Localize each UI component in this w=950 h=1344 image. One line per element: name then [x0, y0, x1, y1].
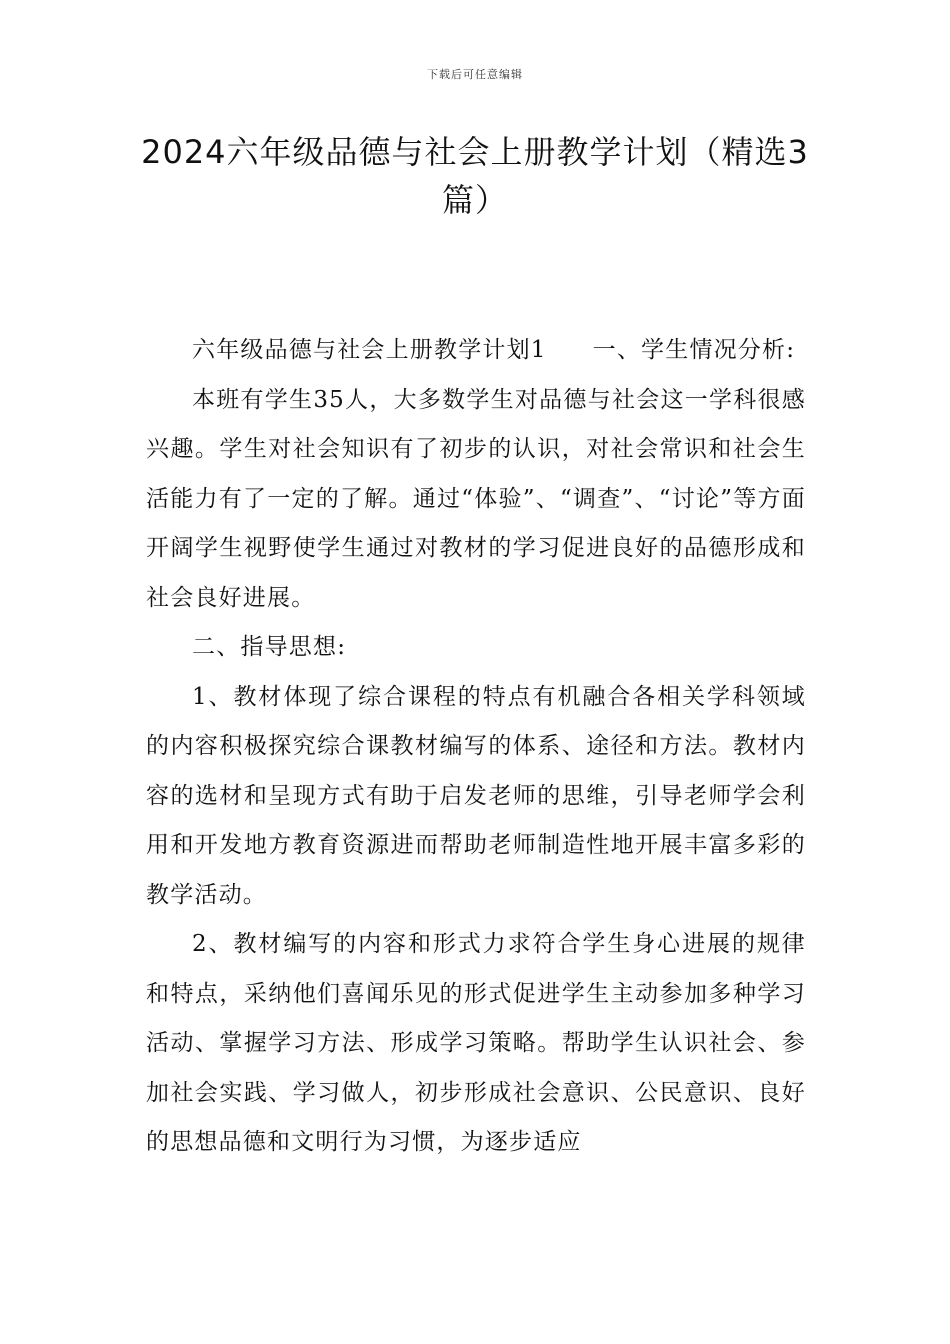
document-body — [146, 326, 806, 1168]
header-note: 下载后可任意编辑 — [427, 68, 523, 81]
paragraph-point-1: 1、教材体现了综合课程的特点有机融合各相关学科领域的内容积极探究综合课教材编写的体系、途径和方法。教材内容的选材和呈现方式有助于启发老师的思维，引导老师学会利用和开发地方教育资源进而帮助老师制造性地开展丰富多彩的教学活动。 — [146, 683, 806, 908]
heading-student-analysis: 一、学生情况分析: — [592, 337, 796, 363]
section-heading: 六年级品德与社会上册教学计划1 — [192, 337, 547, 363]
paragraph-point-2: 2、教材编写的内容和形式力求符合学生身心进展的规律和特点，采纳他们喜闻乐见的形式促进学生主动参加多种学习活动、掌握学习方法、形成学习策略。帮助学生认识社会、参加社会实践、学习做人，初步形成社会意识、公民意识、良好的思想品德和文明行为习惯，为逐步适应 — [146, 931, 806, 1155]
paragraph-intro — [146, 326, 806, 376]
paragraph-class-overview: 本班有学生35人，大多数学生对品德与社会这一学科很感兴趣。学生对社会知识有了初步的认识，对社会常识和社会生活能力有了一定的了解。通过“体验”、“调查”、“讨论”等方面开阔学生视野使学生通过对教材的学习促进良好的品德形成和社会良好进展。 — [146, 386, 806, 611]
heading-guiding-ideas: 二、指导思想: — [192, 634, 347, 660]
document-title: 2024六年级品德与社会上册教学计划（精选3篇） — [141, 133, 809, 219]
